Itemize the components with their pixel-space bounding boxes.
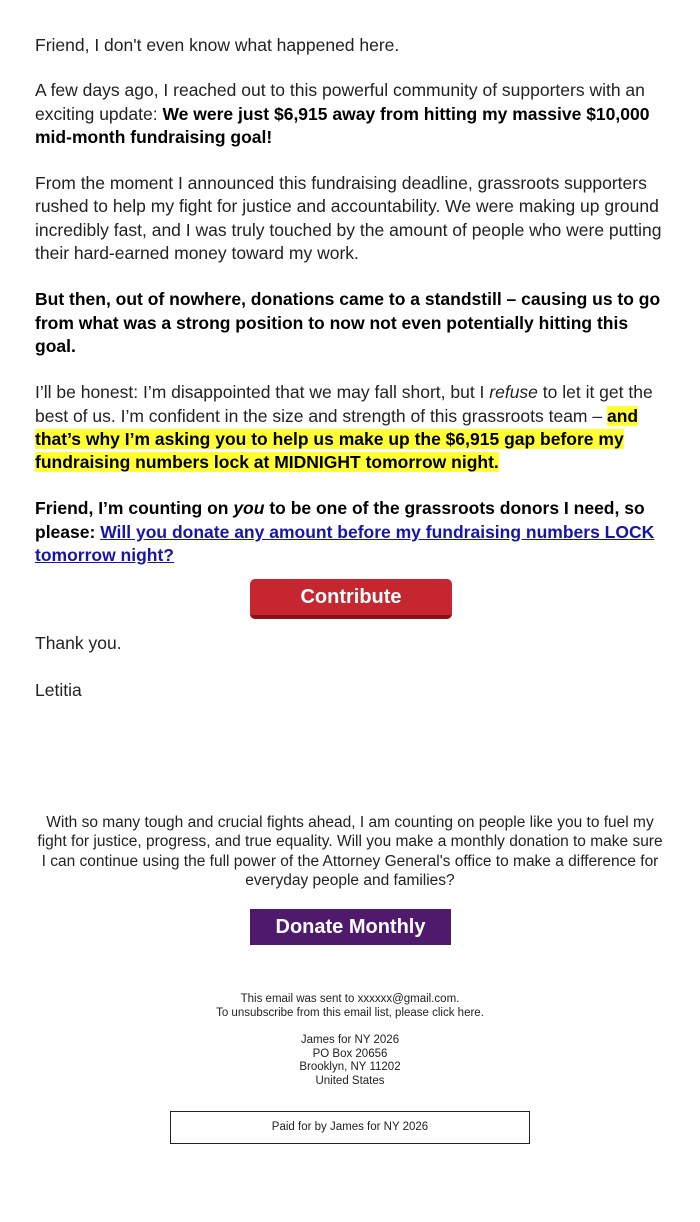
address-line: PO Box 20656 [312,1047,388,1060]
sent-to-text: This email was sent to xxxxxx@gmail.com. [240,993,460,1005]
thanks-paragraph: Thank you. [35,633,122,654]
email-body [35,34,667,725]
honest-text-b: to let it get the best of us. I’m confident in the size and strength of this grassroots team – [35,382,653,426]
mailing-address [0,1034,700,1088]
ask-text-a: Friend, I’m counting on [35,498,234,519]
momentum-paragraph: From the moment I announced this fundraising deadline, grassroots supporters rushed to help my fight for justice and accountability. We were making up ground incredibly fast, and I was truly touched by the amount of people who were putting their hard-earned money toward my work. [35,173,662,264]
honest-text-a: I’ll be honest: I’m disappointed that we may fall short, but I [35,382,490,403]
monthly-appeal: With so many tough and crucial fights ahead, I am counting on people like you to fuel my fight for justice, progress, and true equality. Will you make a monthly donation to make sure I can continue using the full power of the Attorney General's office to make a difference for everyday people and families? [37,814,663,889]
ask-paragraph [35,497,667,567]
donate-link[interactable]: Will you donate any amount before my fundraising numbers LOCK tomorrow night? [35,521,655,566]
address-line: United States [315,1074,385,1087]
contribute-button-wrap [35,579,667,619]
email-notice [0,993,700,1020]
refuse-emphasis: refuse [489,382,538,403]
paid-for-disclaimer: Paid for by James for NY 2026 [170,1111,530,1144]
donate-monthly-button[interactable]: Donate Monthly [250,909,451,945]
signature: Letitia [35,679,82,700]
highlighted-ask: and that’s why I’m asking you to help us make up the $6,915 gap before my fundraising numbers lock at MIDNIGHT tomorrow night. [35,405,639,473]
address-line: Brooklyn, NY 11202 [299,1061,401,1074]
update-text: A few days ago, I reached out to this powerful community of supporters with an exciting update: [35,80,645,124]
contribute-button[interactable]: Contribute [250,579,452,619]
unsubscribe-link[interactable]: To unsubscribe from this email list, please click here. [216,1006,484,1019]
goal-statement: We were just $6,915 away from hitting my massive $10,000 mid-month fundraising goal! [35,103,650,147]
ask-text-b: to be one of the grassroots donors I need, so please: [35,498,645,542]
honest-paragraph [35,381,667,474]
greeting-paragraph: Friend, I don't even know what happened here. [35,35,400,55]
you-emphasis: you [233,498,265,519]
update-paragraph [35,79,667,149]
standstill-text: But then, out of nowhere, donations came to a standstill – causing us to go from what was a strong position to now not even potentially hitting this goal. [35,289,661,356]
standstill-paragraph [35,288,667,358]
address-line: James for NY 2026 [300,1034,400,1046]
